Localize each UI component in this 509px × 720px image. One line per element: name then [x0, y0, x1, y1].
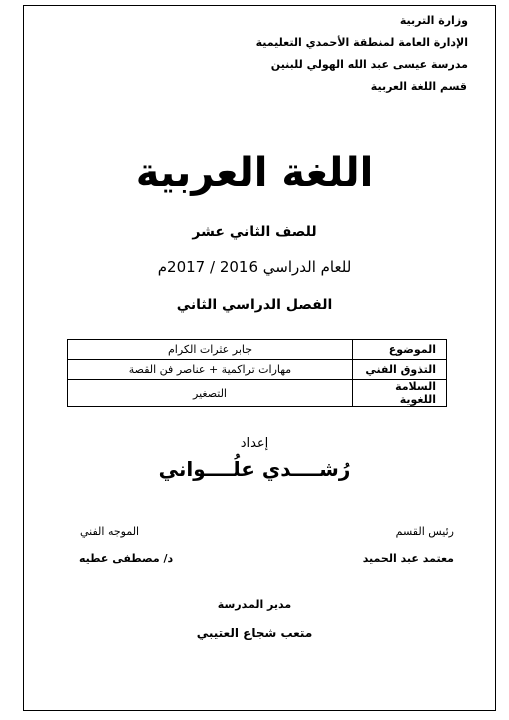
- prepared-by-label: إعداد: [240, 436, 269, 451]
- row-label-grammar: السلامة اللغوية: [353, 380, 447, 407]
- row-value-grammar: التصغير: [68, 380, 353, 407]
- table-row: [68, 340, 447, 360]
- grade-label: للصف الثاني عشر: [192, 224, 317, 240]
- lesson-info-table: [67, 339, 447, 407]
- principal-name: متعب شجاع العتيبي: [196, 626, 313, 640]
- supervisor-name: د/ مصطفى عطيه: [79, 552, 174, 565]
- header-directorate: الإدارة العامة لمنطقة الأحمدي التعليمية: [255, 36, 468, 49]
- semester-label: الفصل الدراسي الثاني: [176, 297, 333, 313]
- header-school: مدرسة عيسى عبد الله الهولي للبنين: [270, 58, 468, 71]
- header-ministry: وزارة التربية: [399, 14, 468, 27]
- supervisor-title: الموجه الفني: [80, 525, 140, 538]
- author-name: رُشــــدي علُــــواني: [158, 457, 351, 481]
- head-of-department-name: معتمد عبد الحميد: [362, 552, 454, 565]
- document-title: اللغة العربية: [135, 150, 374, 196]
- header-department: قسم اللغة العربية: [370, 80, 467, 93]
- academic-year: للعام الدراسي 2016 / 2017م: [157, 258, 352, 276]
- table-row: [68, 360, 447, 380]
- head-of-department-title: رئيس القسم: [395, 525, 454, 538]
- principal-title: مدير المدرسة: [217, 598, 292, 611]
- row-label-appreciation: التذوق الفني: [353, 360, 447, 380]
- row-value-appreciation: مهارات تراكمية + عناصر فن القصة: [68, 360, 353, 380]
- row-label-topic: الموضوع: [353, 340, 447, 360]
- table-row: [68, 380, 447, 407]
- row-value-topic: جابر عثرات الكرام: [68, 340, 353, 360]
